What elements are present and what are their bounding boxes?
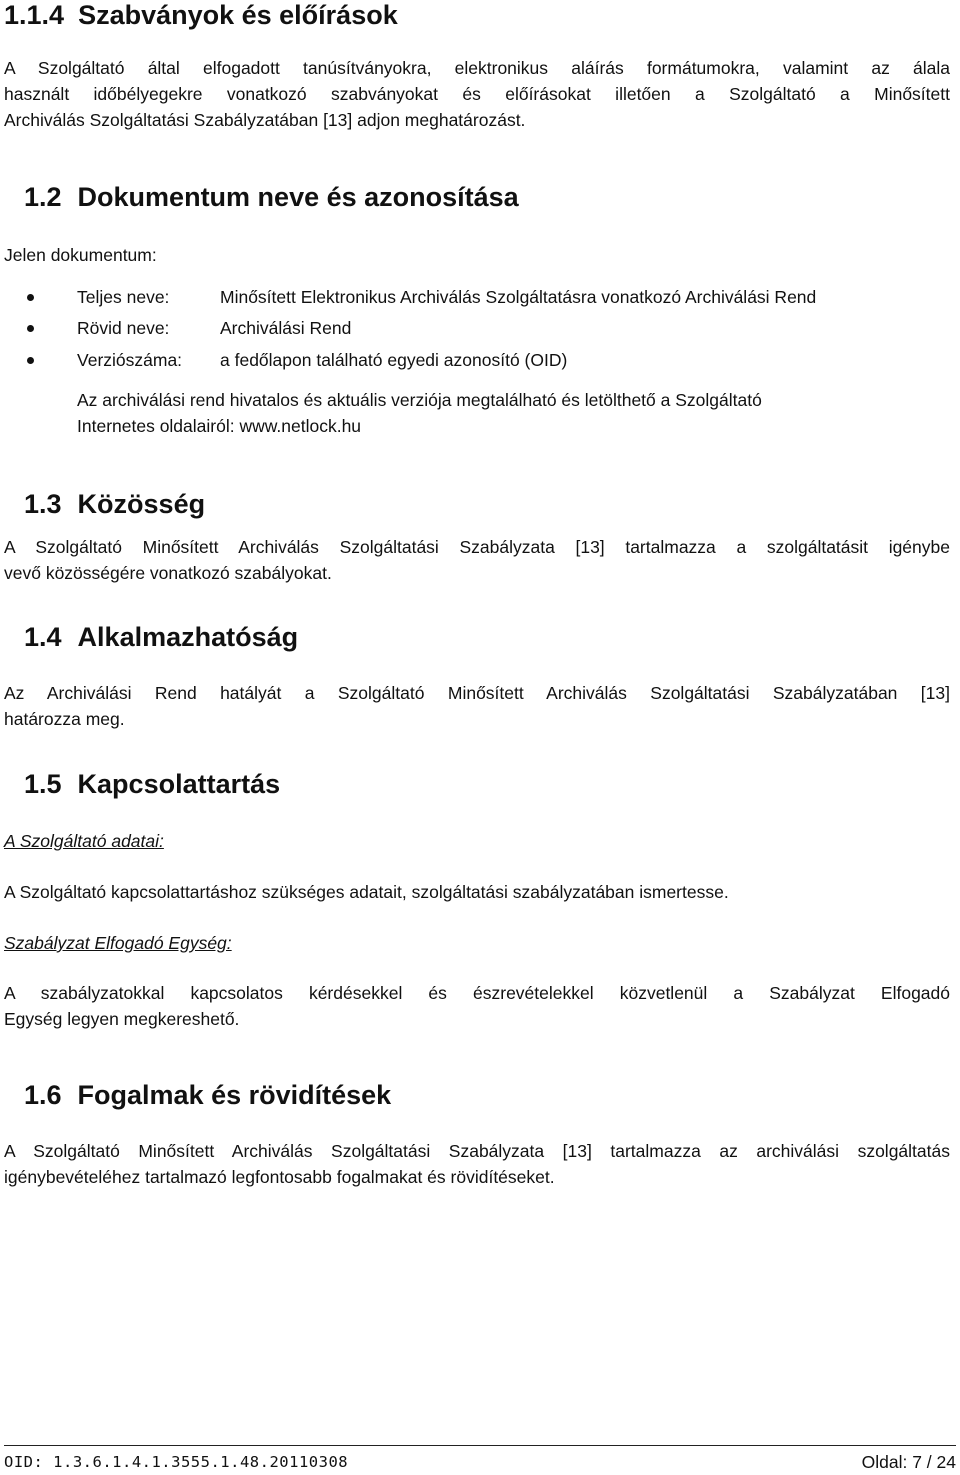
section-intro: Jelen dokumentum: (4, 245, 157, 265)
section-number: 1.4 (24, 622, 62, 652)
note-line: Az archiválási rend hivatalos és aktuális verziója megtalálható és letölthető a Szolgáltató (77, 390, 762, 410)
paragraph-line: használt időbélyegekre vonatkozó szabványokat és előírásokat illetően a Szolgáltató a Minősített (4, 84, 950, 104)
paragraph-line: határozza meg. (4, 709, 125, 729)
bullet-icon (27, 325, 34, 332)
section-paragraph (4, 680, 950, 732)
section-paragraph (4, 1138, 950, 1190)
list-item-key: Teljes neve: (77, 287, 170, 307)
list-item-value: a fedőlapon található egyedi azonosító (OID) (220, 350, 568, 370)
section-heading-1-5 (24, 769, 280, 799)
paragraph-line: vevő közösségére vonatkozó szabályokat. (4, 563, 332, 583)
section-heading-1-1-4 (4, 0, 398, 30)
section-title: Fogalmak és rövidítések (77, 1080, 392, 1110)
paragraph-line: A Szolgáltató Minősített Archiválás Szolgáltatási Szabályzata [13] tartalmazza a szolgáltatásit igénybe (4, 537, 950, 557)
list-item-value: Archiválási Rend (220, 318, 352, 338)
section-paragraph (4, 55, 950, 133)
section-number: 1.3 (24, 489, 62, 519)
bullet-icon (27, 357, 34, 364)
section-heading-1-6 (24, 1080, 391, 1110)
paragraph-line: A Szolgáltató által elfogadott tanúsítványokra, elektronikus aláírás formátumokra, valamint az álala (4, 58, 950, 78)
list-item-value: Minősített Elektronikus Archiválás Szolgáltatásra vonatkozó Archiválási Rend (220, 287, 817, 307)
section-number: 1.6 (24, 1080, 62, 1110)
section-title: Szabványok és előírások (78, 0, 398, 30)
footer-page-number: Oldal: 7 / 24 (861, 1452, 956, 1472)
section-heading-1-3 (24, 489, 205, 519)
list-item (0, 315, 960, 341)
section-title: Közösség (77, 489, 206, 519)
section-title: Alkalmazhatóság (77, 622, 299, 652)
section-title: Kapcsolattartás (77, 769, 281, 799)
paragraph-line: Az Archiválási Rend hatályát a Szolgáltató Minősített Archiválás Szolgáltatási Szabályzatában [13] (4, 683, 950, 703)
subsection-label: A Szolgáltató adatai: (4, 831, 164, 851)
note-line: Internetes oldalairól: www.netlock.hu (77, 416, 362, 436)
bullet-icon (27, 294, 34, 301)
footer-divider (4, 1445, 956, 1446)
section-heading-1-2 (24, 182, 519, 212)
section-paragraph: A Szolgáltató kapcsolattartáshoz szükséges adatait, szolgáltatási szabályzatában ismertesse. (4, 882, 729, 902)
footer-oid: OID: 1.3.6.1.4.1.3555.1.48.20110308 (4, 1453, 349, 1471)
paragraph-line: Archiválás Szolgáltatási Szabályzatában [13] adjon meghatározást. (4, 110, 526, 130)
paragraph-line: Egység legyen megkereshető. (4, 1009, 240, 1029)
list-item-key: Rövid neve: (77, 318, 170, 338)
paragraph-line: A szabályzatokkal kapcsolatos kérdésekkel és észrevételekkel közvetlenül a Szabályzat Elfogadó (4, 983, 950, 1003)
section-note (77, 387, 877, 439)
section-title: Dokumentum neve és azonosítása (77, 182, 519, 212)
list-item (0, 284, 960, 310)
section-number: 1.1.4 (4, 0, 65, 30)
section-paragraph (4, 980, 950, 1032)
section-number: 1.5 (24, 769, 62, 799)
list-item (0, 347, 960, 373)
section-paragraph (4, 534, 950, 586)
section-heading-1-4 (24, 622, 298, 652)
page-footer (0, 1445, 960, 1475)
paragraph-line: A Szolgáltató Minősített Archiválás Szolgáltatási Szabályzata [13] tartalmazza az archiválási szolgáltatás (4, 1141, 950, 1161)
paragraph-line: igénybevételéhez tartalmazó legfontosabb fogalmakat és rövidítéseket. (4, 1167, 555, 1187)
list-item-key: Verziószáma: (77, 350, 183, 370)
section-number: 1.2 (24, 182, 62, 212)
subsection-label: Szabályzat Elfogadó Egység: (4, 933, 232, 953)
